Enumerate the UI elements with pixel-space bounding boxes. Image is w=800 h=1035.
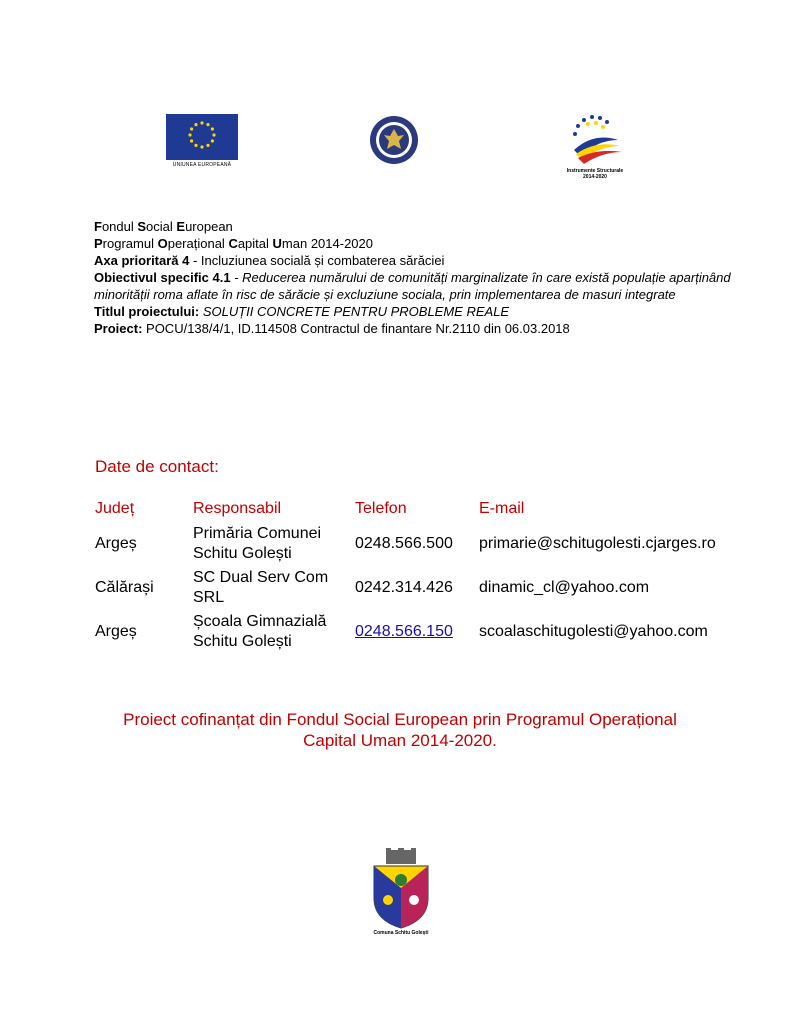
column-header-responsabil: Responsabil xyxy=(193,500,282,517)
cell-judet: Călărași xyxy=(95,579,154,596)
column-header-telefon: Telefon xyxy=(355,500,407,517)
commune-caption: Comuna Schitu Golești xyxy=(373,930,429,936)
table-header-row xyxy=(93,496,720,522)
header-line-project: Proiect: POCU/138/4/1, ID.114508 Contractul de finantare Nr.2110 din 06.03.2018 xyxy=(94,321,570,336)
cell-email: scoalaschitugolesti@yahoo.com xyxy=(479,623,708,640)
project-header xyxy=(94,218,734,337)
header-line-program: Programul Operațional Capital Uman 2014-2020 xyxy=(94,236,373,251)
cell-email: dinamic_cl@yahoo.com xyxy=(479,579,650,596)
contact-title: Date de contact: xyxy=(95,457,219,476)
table-row xyxy=(93,566,720,610)
cell-responsabil: Școala Gimnazială Schitu Golești xyxy=(193,613,327,650)
cell-responsabil: SC Dual Serv Com SRL xyxy=(193,569,329,606)
structural-instruments-logo xyxy=(554,110,636,190)
eu-logo xyxy=(166,114,238,172)
coat-of-arms-icon xyxy=(368,848,434,930)
cell-telefon xyxy=(353,610,477,654)
commune-coat-of-arms xyxy=(368,848,434,938)
header-line-objective: Obiectivul specific 4.1 - Reducerea numărului de comunități marginalizate în care există populație aparținând minorității roma aflate în risc de sărăcie și excluziune sociala, prin implementarea de masuri integrate xyxy=(94,270,731,302)
table-row xyxy=(93,610,720,654)
column-header-email: E-mail xyxy=(479,500,525,517)
cell-email: primarie@schitugolesti.cjarges.ro xyxy=(479,535,716,552)
cofinancing-note: Proiect cofinanțat din Fondul Social European prin Programul Operațional Capital Uman 2014-2020. xyxy=(123,710,677,750)
cell-judet: Argeș xyxy=(95,623,137,640)
structural-instruments-caption: Instrumente Structurale 2014-2020 xyxy=(566,168,624,180)
table-row xyxy=(93,522,720,566)
phone-link[interactable]: 0248.566.150 xyxy=(355,623,453,640)
cell-responsabil: Primăria Comunei Schitu Golești xyxy=(193,525,322,562)
contacts-table xyxy=(93,496,720,654)
header-line-fse: Fondul Social European xyxy=(94,219,233,234)
government-seal-icon xyxy=(368,114,420,166)
eu-caption: UNIUNEA EUROPEANĂ xyxy=(172,162,232,168)
eu-flag-icon xyxy=(166,114,238,160)
column-header-judet: Județ xyxy=(95,500,135,517)
cell-telefon: 0248.566.500 xyxy=(355,535,453,552)
header-line-title: Titlul proiectului: SOLUȚII CONCRETE PENTRU PROBLEME REALE xyxy=(94,304,510,319)
structural-instruments-icon xyxy=(554,110,636,168)
header-line-axa: Axa prioritară 4 - Incluziunea socială și combaterea sărăciei xyxy=(94,253,445,268)
cell-judet: Argeș xyxy=(95,535,137,552)
cell-telefon: 0242.314.426 xyxy=(355,579,453,596)
